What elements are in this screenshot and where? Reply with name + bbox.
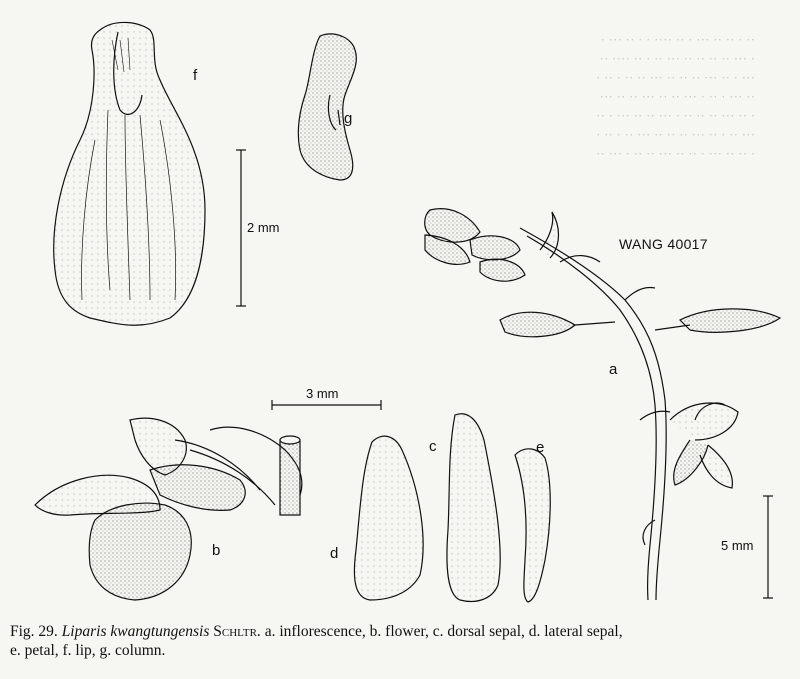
petal-drawing xyxy=(515,449,550,602)
caption-fig-number: Fig. 29. xyxy=(10,623,58,640)
scale-label-b: 3 mm xyxy=(306,386,339,401)
dorsal-sepal-drawing xyxy=(447,414,500,602)
label-e: e xyxy=(536,439,545,456)
scale-bar-b xyxy=(272,400,381,410)
label-a: a xyxy=(609,361,618,378)
caption-parts-1: a. inflorescence, b. flower, c. dorsal sepal, d. lateral sepal, xyxy=(260,623,623,640)
caption-parts-2: e. petal, f. lip, g. column. xyxy=(10,642,166,659)
specimen-number: WANG 40017 xyxy=(619,236,708,252)
scale-bar-f xyxy=(236,150,246,306)
figure-caption xyxy=(10,622,790,660)
label-b: b xyxy=(212,542,221,559)
lip-drawing xyxy=(54,22,205,325)
scale-label-a: 5 mm xyxy=(721,538,754,553)
label-d: d xyxy=(330,545,339,562)
bleed-through-text: ·· · ·· ·· ··· · ·· ···· · · ·· ··· · · ··· ·· ·· ·· ·· ··· ·· · ·· ···· ·· ··· · ·· ··· ·· ·· ·· ··· ·· ·· · ·· · ·· ··· · ·· · ··· ·· ·· ··· ·· ·· ··· · ·· ··· ·· ·· ·· · ··· ·· ·· ··· · ·· ··· ·· · ·· ··· ·· ·· ·· ··· ·· · ·· · · ·· ·· ··· · ·· ·· ··· ·· ·· · ··· ·· xyxy=(595,32,755,161)
label-g: g xyxy=(344,110,353,127)
scale-label-f: 2 mm xyxy=(247,220,280,235)
caption-author: Schltr. xyxy=(213,623,261,640)
column-drawing xyxy=(298,34,356,180)
label-f: f xyxy=(193,67,198,84)
caption-species: Liparis kwangtungensis xyxy=(61,623,210,640)
label-c: c xyxy=(429,438,437,455)
flower-drawing xyxy=(35,418,302,600)
scale-bar-a xyxy=(763,496,773,598)
lateral-sepal-drawing xyxy=(354,436,423,600)
